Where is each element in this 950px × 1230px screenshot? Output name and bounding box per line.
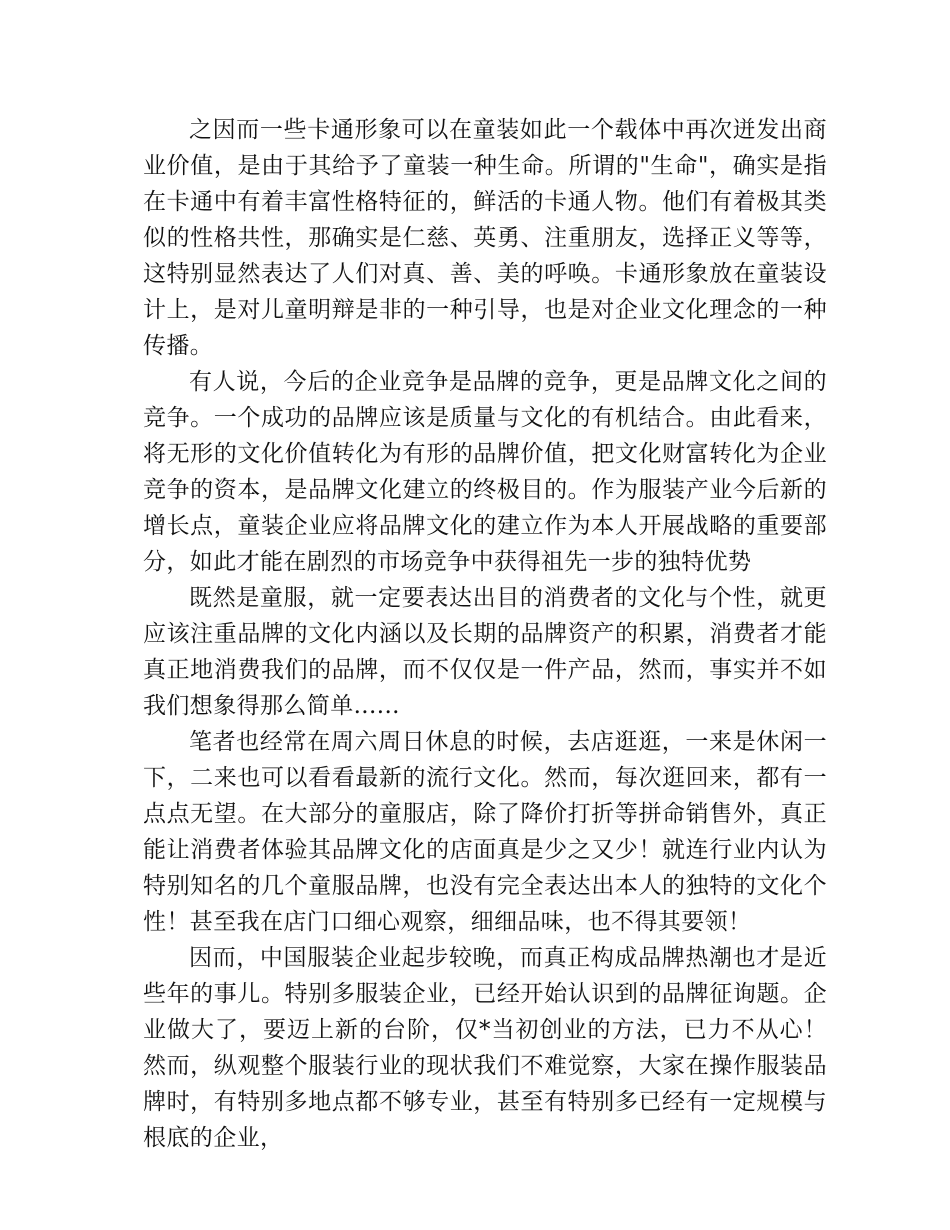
paragraph-5: 因而，中国服装企业起步较晚，而真正构成品牌热潮也才是近些年的事儿。特别多服装企业，已经开始认识到的品牌征询题。企业做大了，要迈上新的台阶，仅*当初创业的方法，已力不从心！然而，纵观整个服装行业的现状我们不难觉察，大家在操作服装品牌时，有特别多地点都不够专业，甚至有特别多已经有一定规模与根底的企业， <box>143 945 827 1151</box>
paragraph-1: 之因而一些卡通形象可以在童装如此一个载体中再次迸发出商业价值，是由于其给予了童装一种生命。所谓的"生命"，确实是指在卡通中有着丰富性格特征的，鲜活的卡通人物。他们有着极其类似的性格共性，那确实是仁慈、英勇、注重朋友，选择正义等等，这特别显然表达了人们对真、善、美的呼唤。卡通形象放在童装设计上，是对儿童明辩是非的一种引导，也是对企业文化理念的一种传播。 <box>143 117 827 359</box>
paragraph-2: 有人说，今后的企业竞争是品牌的竞争，更是品牌文化之间的竞争。一个成功的品牌应该是质量与文化的有机结合。由此看来，将无形的文化价值转化为有形的品牌价值，把文化财富转化为企业竞争的资本，是品牌文化建立的终极目的。作为服装产业今后新的增长点，童装企业应将品牌文化的建立作为本人开展战略的重要部分，如此才能在剧烈的市场竞争中获得祖先一步的独特优势 <box>143 369 827 575</box>
document-body <box>143 112 827 1156</box>
paragraph-3: 既然是童服，就一定要表达出目的消费者的文化与个性，就更应该注重品牌的文化内涵以及长期的品牌资产的积累，消费者才能真正地消费我们的品牌，而不仅仅是一件产品，然而，事实并不如我们想象得那么简单...... <box>143 585 827 719</box>
paragraph-4: 笔者也经常在周六周日休息的时候，去店逛逛，一来是休闲一下，二来也可以看看最新的流行文化。然而，每次逛回来，都有一点点无望。在大部分的童服店，除了降价打折等拼命销售外，真正能让消费者体验其品牌文化的店面真是少之又少！就连行业内认为特别知名的几个童服品牌，也没有完全表达出本人的独特的文化个性！甚至我在店门口细心观察，细细品味，也不得其要领！ <box>143 729 827 935</box>
